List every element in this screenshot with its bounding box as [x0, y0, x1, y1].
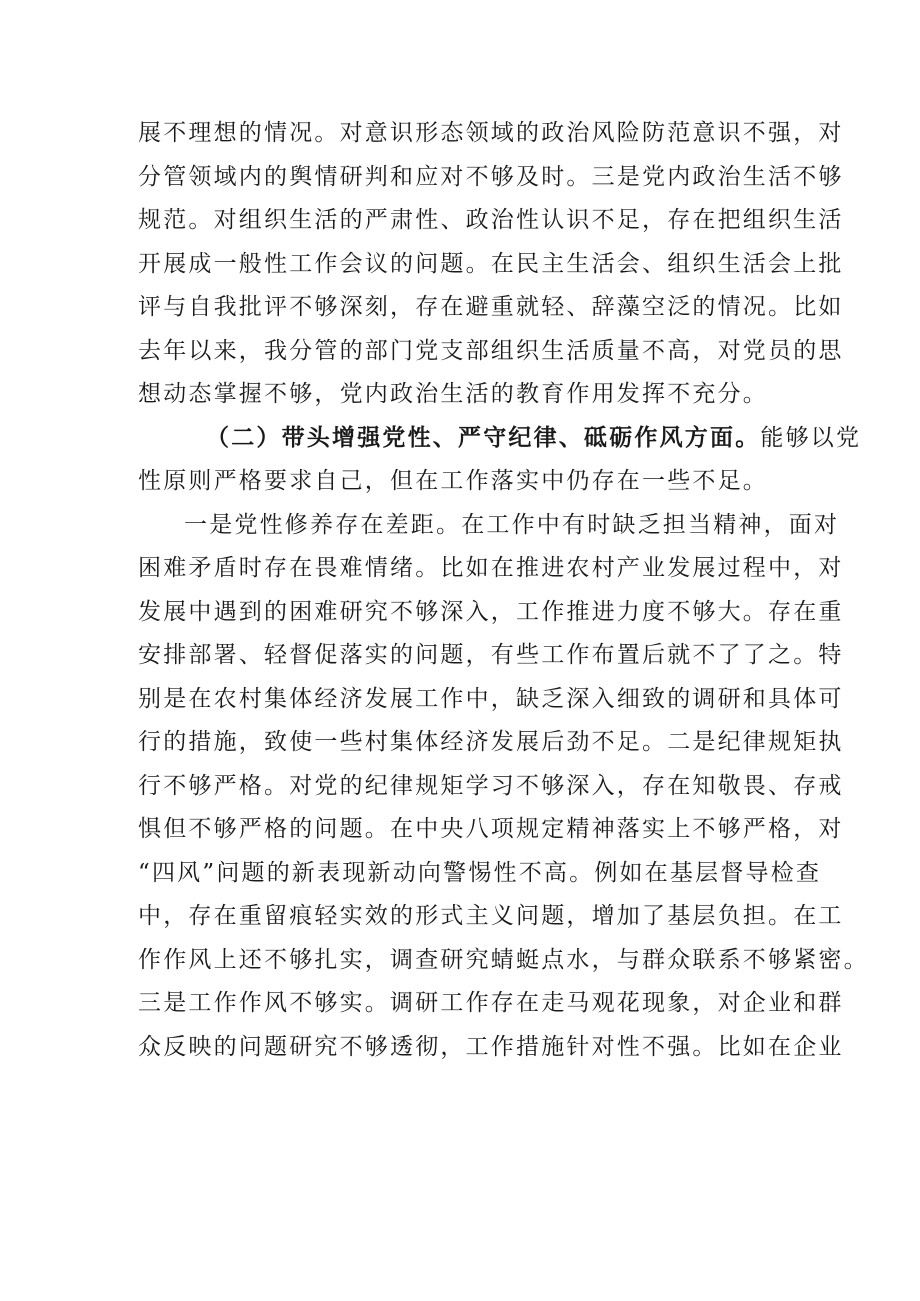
text-line: 别是在农村集体经济发展工作中，缺乏深入细致的调研和具体可 — [138, 685, 844, 712]
text-line: 惧但不够严格的问题。在中央八项规定精神落实上不够严格，对 — [138, 816, 844, 842]
text-line: “四风”问题的新表现新动向警惕性不高。例如在基层督导检查 — [138, 859, 822, 886]
text-line: 困难矛盾时存在畏难情绪。比如在推进农村产业发展过程中，对 — [138, 555, 844, 581]
paragraph-first-line: 一是党性修养存在差距。在工作中有时缺乏担当精神，面对 — [184, 511, 840, 538]
text-line: 安排部署、轻督促落实的问题，有些工作布置后就不了了之。特 — [138, 642, 844, 668]
text-line: 行的措施，致使一些村集体经济发展后劲不足。二是纪律规矩执 — [138, 729, 844, 755]
text-line: 评与自我批评不够深刻，存在避重就轻、辞藻空泛的情况。比如 — [138, 294, 844, 320]
document-body — [138, 112, 869, 1069]
text-line: 性原则严格要求自己，但在工作落实中仍存在一些不足。 — [138, 468, 768, 494]
text-line: 作作风上还不够扎实，调查研究蜻蜓点水，与群众联系不够紧密。 — [138, 946, 869, 973]
section-heading-line — [138, 417, 862, 461]
text-line: 去年以来，我分管的部门党支部组织生活质量不高，对党员的思 — [138, 337, 844, 364]
section-heading: （二）带头增强党性、严守纪律、砥砺作风方面。 — [206, 424, 761, 451]
text-line: 分管领域内的舆情研判和应对不够及时。三是党内政治生活不够 — [138, 163, 844, 190]
text-line: 三是工作作风不够实。调研工作存在走马观花现象，对企业和群 — [138, 990, 844, 1016]
text-line: 规范。对组织生活的严肃性、政治性认识不足，存在把组织生活 — [138, 207, 844, 233]
section-intro-tail: 能够以党 — [760, 424, 862, 451]
text-line: 行不够严格。对党的纪律规矩学习不够深入，存在知敬畏、存戒 — [138, 772, 844, 799]
text-line: 想动态掌握不够，党内政治生活的教育作用发挥不充分。 — [138, 381, 768, 407]
text-line: 展不理想的情况。对意识形态领域的政治风险防范意识不强，对 — [138, 120, 844, 146]
text-line: 开展成一般性工作会议的问题。在民主生活会、组织生活会上批 — [138, 250, 844, 277]
text-line: 发展中遇到的困难研究不够深入，工作推进力度不够大。存在重 — [138, 598, 844, 625]
text-line: 中，存在重留痕轻实效的形式主义问题，增加了基层负担。在工 — [138, 903, 844, 929]
text-line: 众反映的问题研究不够透彻，工作措施针对性不强。比如在企业 — [138, 1033, 844, 1060]
